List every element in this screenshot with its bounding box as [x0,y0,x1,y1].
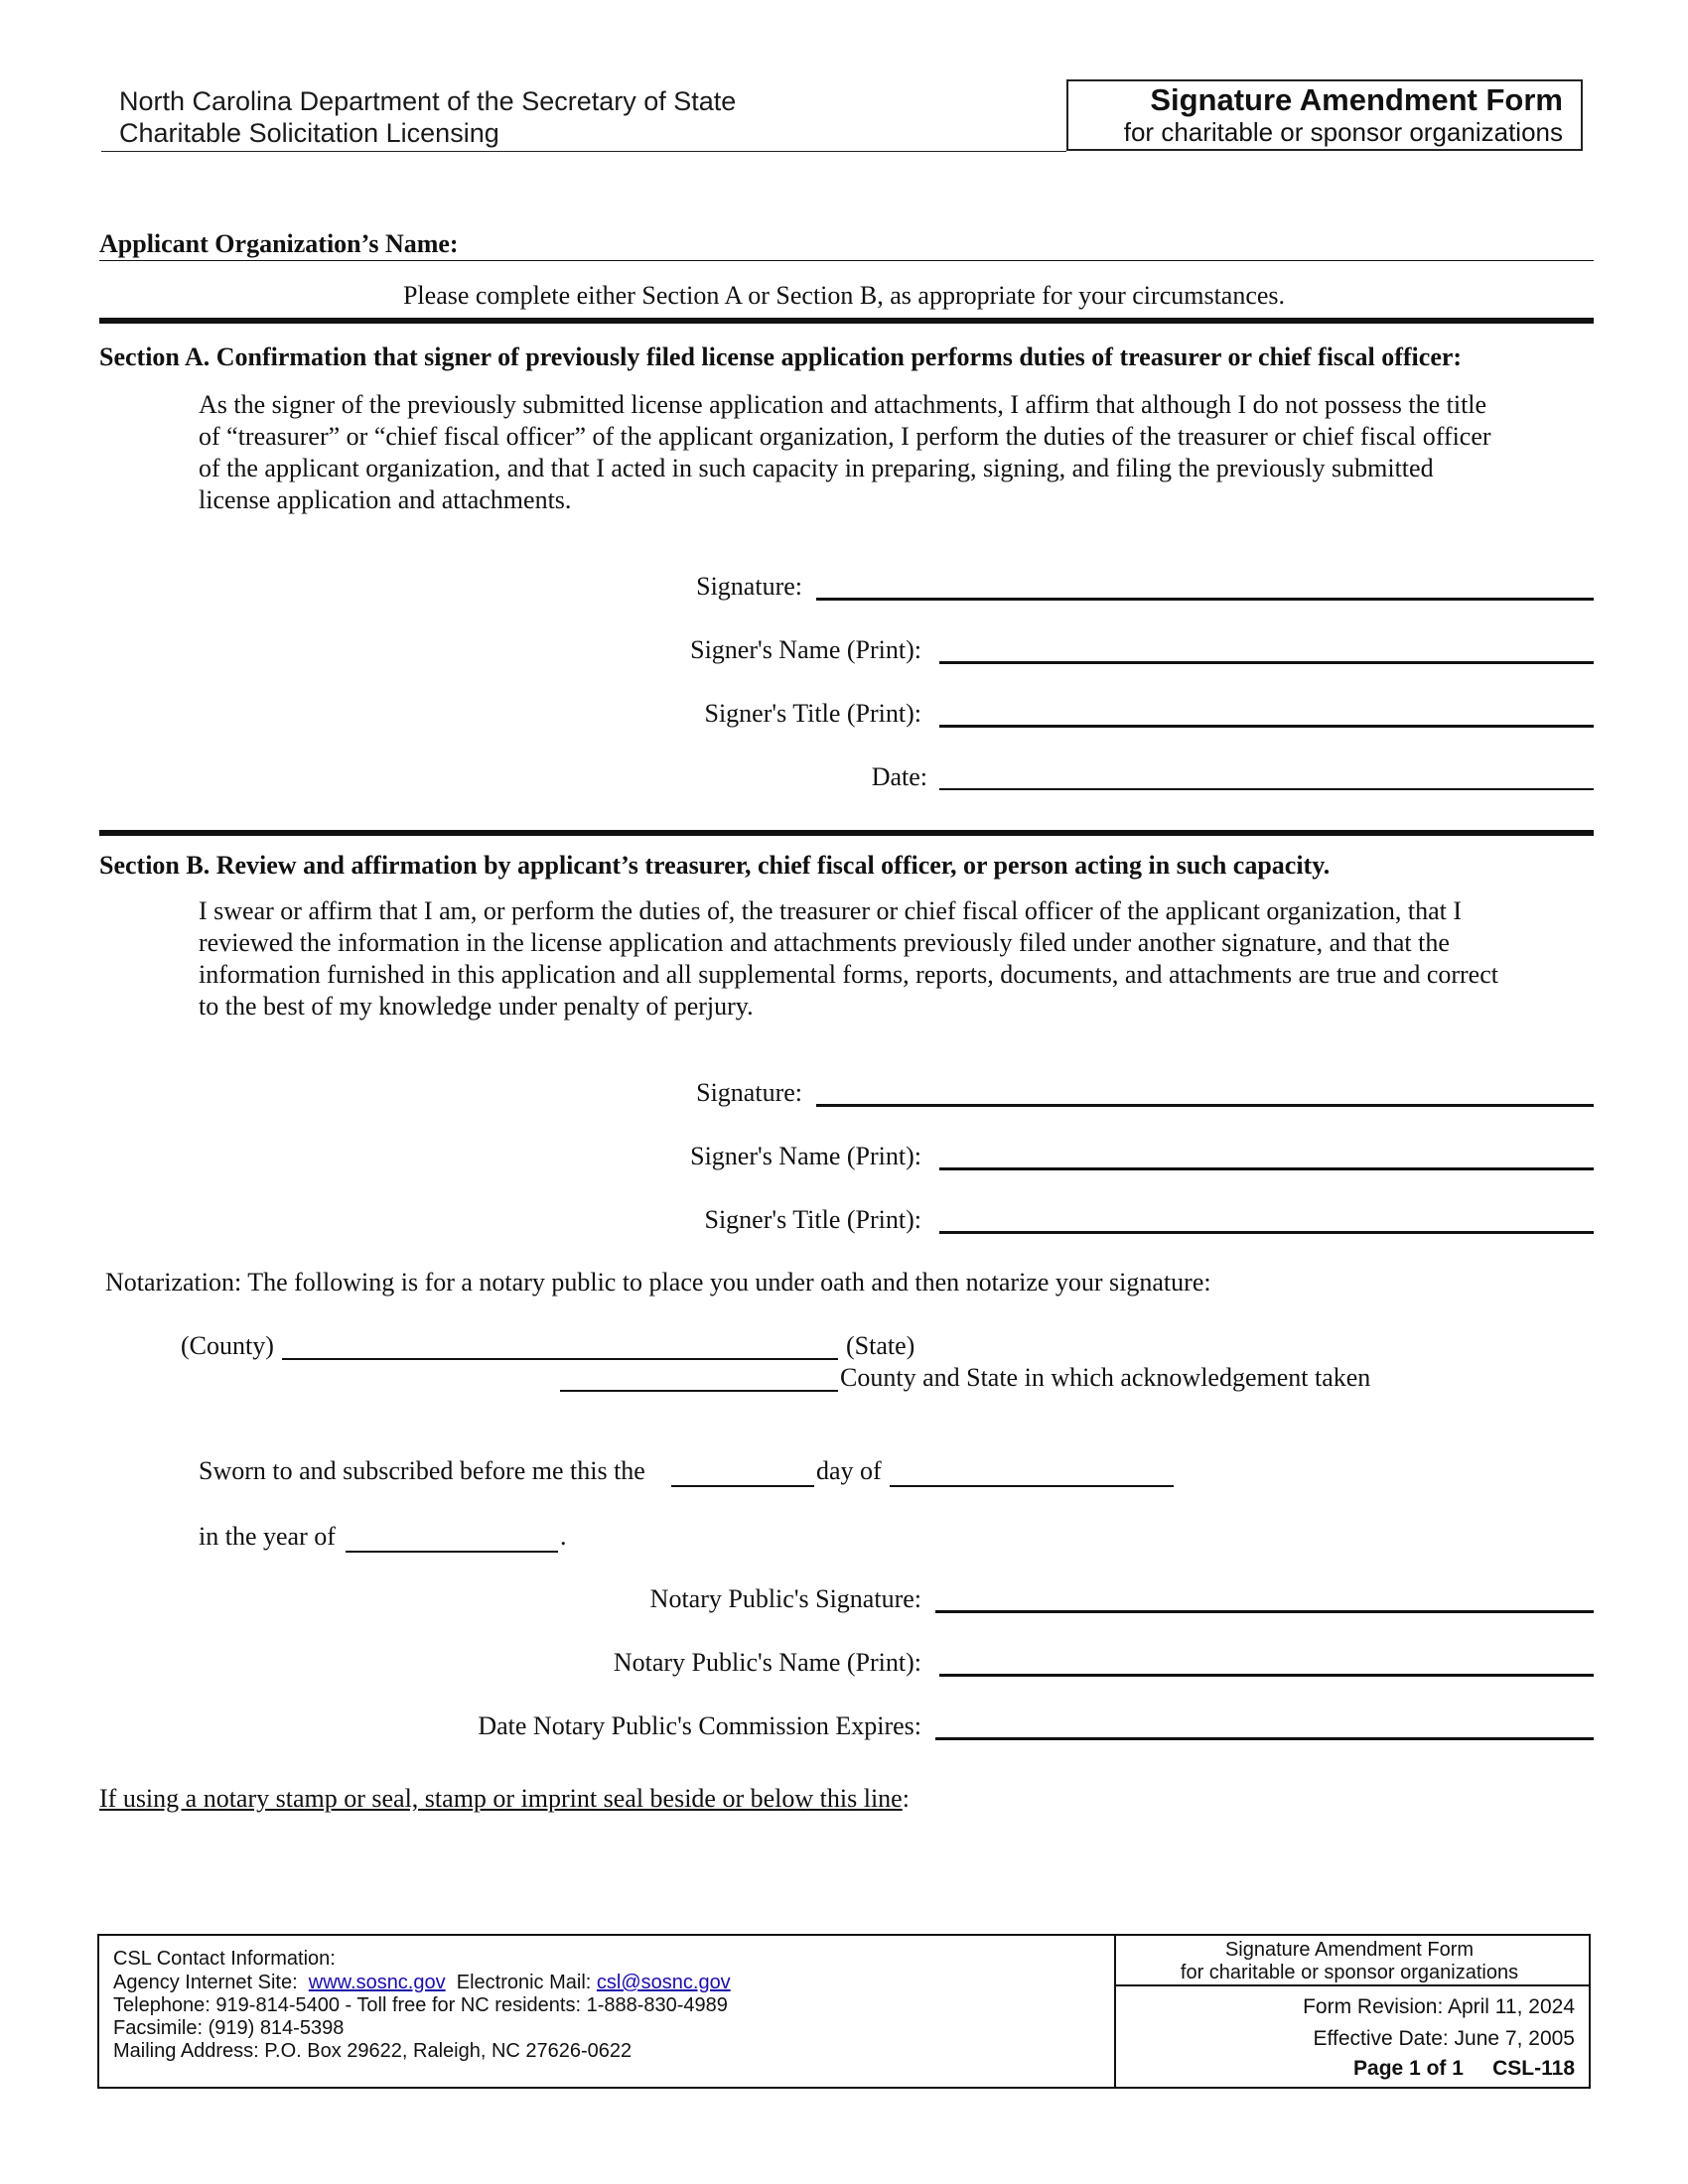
notary-name-field[interactable] [939,1674,1594,1677]
page-info [1116,2055,1575,2083]
section-b-name-label: Signer's Name (Print): [690,1142,921,1170]
section-b-signature-label: Signature: [696,1078,802,1107]
section-a-heading: Section A. Confirmation that signer of previously filed license application performs duties of treasurer or chief fiscal officer: [99,342,1463,371]
section-a-line: of the applicant organization, and that I acted in such capacity in preparing, signing, and filing the previously submitted [199,454,1434,482]
effective-date: Effective Date: June 7, 2005 [1313,2027,1575,2050]
section-b-line: to the best of my knowledge under penalty of perjury. [199,992,754,1021]
agency-header [119,85,736,149]
applicant-label-rule [99,260,626,261]
section-b-heading: Section B. Review and affirmation by applicant’s treasurer, chief fiscal officer, or person acting in such capacity. [99,851,1331,880]
form-revision: Form Revision: April 11, 2024 [1303,1995,1575,2018]
notary-signature-field[interactable] [935,1610,1594,1613]
section-a-name-field[interactable] [939,661,1594,664]
mail-prefix: Electronic Mail: [445,1972,597,1993]
instructions: Please complete either Section A or Section B, as appropriate for your circumstances. [402,281,1286,310]
seal-note-colon: : [902,1784,910,1813]
county-state-caption: County and State in which acknowledgement taken [840,1363,1371,1392]
facsimile: Facsimile: (919) 814-5398 [113,2017,345,2039]
day-of-label: day of [816,1456,882,1485]
section-b-signature-field[interactable] [816,1104,1594,1107]
email-link[interactable]: csl@sosnc.gov [596,1972,731,1993]
site-prefix: Agency Internet Site: [113,1972,309,1993]
section-divider-b [99,830,1594,836]
section-b-line: information furnished in this application and all supplemental forms, reports, documents, and attachments are true and correct [199,960,1498,989]
section-a-name-label: Signer's Name (Print): [690,635,921,664]
section-a-line: of “treasurer” or “chief fiscal officer” of the applicant organization, I perform the duties of the treasurer or chief fiscal officer [199,422,1491,451]
seal-note [99,1783,910,1815]
year-suffix: . [560,1522,567,1551]
header-rule [101,151,1066,152]
section-a-date-field[interactable] [939,788,1594,790]
section-a-title-label: Signer's Title (Print): [704,699,921,728]
footer-form-subtitle: for charitable or sponsor organizations [1180,1962,1519,1983]
form-title: Signature Amendment Form [1150,82,1563,117]
state-label: (State) [846,1331,915,1360]
form-code: CSL-118 [1492,2057,1575,2080]
agency-name: North Carolina Department of the Secretary of State [119,86,737,116]
year-prefix: in the year of [199,1522,336,1551]
sworn-prefix: Sworn to and subscribed before me this the [199,1456,645,1485]
county-field[interactable] [282,1358,838,1360]
section-a-signature-label: Signature: [696,572,802,601]
section-a-title-field[interactable] [939,725,1594,728]
footer-right-divider [1114,1984,1591,1986]
notarization-intro: Notarization: The following is for a notary public to place you under oath and then notarize your signature: [105,1268,1211,1297]
notary-name-label: Notary Public's Name (Print): [613,1648,921,1677]
section-b-line: reviewed the information in the license application and attachments previously filed under another signature, and that the [199,928,1450,957]
mailing-address: Mailing Address: P.O. Box 29622, Raleigh, NC 27626-0622 [113,2040,633,2062]
form-subtitle: for charitable or sponsor organizations [1123,117,1563,147]
contact-heading: CSL Contact Information: [113,1948,336,1970]
page-number: Page 1 of 1 [1353,2057,1464,2080]
commission-label: Date Notary Public's Commission Expires: [478,1711,921,1740]
section-a-line: license application and attachments. [199,485,572,514]
section-b-affirmation [199,895,1498,1023]
section-b-title-label: Signer's Title (Print): [704,1205,921,1234]
notary-signature-label: Notary Public's Signature: [649,1584,921,1613]
agency-site-link[interactable]: www.sosnc.gov [308,1972,446,1993]
section-b-name-field[interactable] [939,1167,1594,1170]
sworn-day-field[interactable] [671,1485,814,1487]
division-name: Charitable Solicitation Licensing [119,118,499,148]
section-b-title-field[interactable] [939,1231,1594,1234]
section-a-affirmation [199,389,1491,516]
seal-note-text: If using a notary stamp or seal, stamp or imprint seal beside or below this line [99,1784,903,1813]
section-b-line: I swear or affirm that I am, or perform the duties of, the treasurer or chief fiscal officer of the applicant organization, that I [199,896,1463,925]
state-field[interactable] [560,1390,838,1392]
contact-web-mail [113,1971,731,1994]
applicant-name-field[interactable] [626,260,1594,261]
applicant-name-label: Applicant Organization’s Name: [99,229,459,258]
year-field[interactable] [346,1551,558,1553]
sworn-month-field[interactable] [890,1485,1174,1487]
section-a-signature-field[interactable] [816,598,1594,601]
commission-date-field[interactable] [935,1737,1594,1740]
telephone: Telephone: 919-814-5400 - Toll free for NC residents: 1-888-830-4989 [113,1994,728,2016]
form-title-box [1066,79,1583,151]
county-label: (County) [181,1331,274,1360]
section-a-line: As the signer of the previously submitted license application and attachments, I affirm that although I do not possess the title [199,390,1487,419]
footer-form-title: Signature Amendment Form [1224,1939,1475,1961]
section-a-date-label: Date: [871,762,927,791]
section-divider-a [99,318,1594,324]
